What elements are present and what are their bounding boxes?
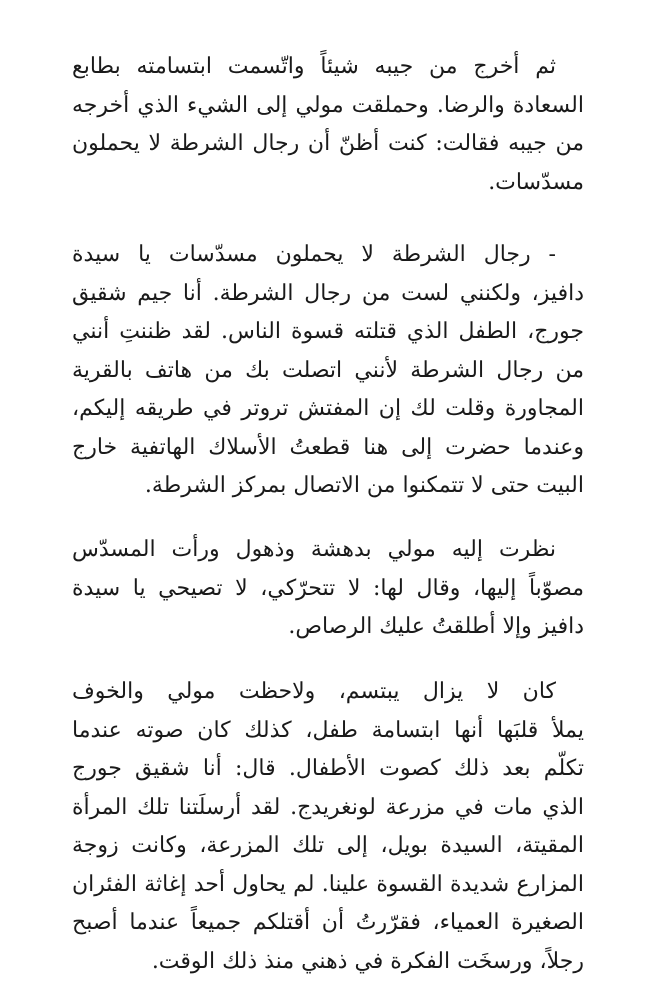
paragraph-line: الذي مات في مزرعة لونغريدج. لقد أرسلَتنا تلك المرأة (72, 794, 584, 820)
paragraph-1 (72, 48, 584, 202)
paragraph-line: المزارع شديدة القسوة علينا. لم يحاول أحد إغاثة الفئران (72, 871, 584, 897)
paragraph-3 (72, 531, 584, 647)
paragraph-line: مسدّسات. (488, 169, 584, 195)
paragraph-line: البيت حتى لا تتمكنوا من الاتصال بمركز الشرطة. (144, 473, 584, 498)
paragraph-line: نظرت إليه مولي بدهشة وذهول ورأت المسدّس (72, 537, 556, 562)
paragraph-line: جورج، الطفل الذي قتلته قسوة الناس. لقد ظننتِ أنني (72, 319, 584, 344)
paragraph-4 (72, 673, 584, 981)
paragraph-2 (72, 236, 584, 506)
paragraph-line: الصغيرة العمياء، فقرّرتُ أن أقتلكم جميعاً عندما أصبح (72, 910, 584, 935)
paragraph-line: دافيز وإلا أطلقتُ عليك الرصاص. (288, 614, 584, 639)
paragraph-line: يملأ قلبَها أنها ابتسامة طفل، كذلك كان صوته عندما (72, 717, 584, 743)
paragraph-line: السعادة والرضا. وحملقت مولي إلى الشيء الذي أخرجه (72, 92, 584, 118)
paragraph-line: من جيبه فقالت: كنت أظنّ أن رجال الشرطة لا يحملون (72, 131, 584, 156)
paragraph-line: ثم أخرج من جيبه شيئاً واتّسمت ابتسامته بطابع (72, 54, 556, 79)
paragraph-line: المقيتة، السيدة بويل، إلى تلك المزرعة، وكانت زوجة (72, 833, 584, 858)
paragraph-line: مصوّباً إليها، وقال لها: لا تتحرّكي، لا تصيحي يا سيدة (72, 575, 584, 601)
paragraph-line: كان لا يزال يبتسم، ولاحظت مولي والخوف (72, 679, 556, 704)
paragraph-line: رجلاً، ورسخَت الفكرة في ذهني منذ ذلك الوقت. (151, 948, 584, 974)
paragraph-line: من رجال الشرطة لأنني اتصلت بك من هاتف بالقرية (72, 357, 584, 383)
paragraph-line: وعندما حضرت إلى هنا قطعتُ الأسلاك الهاتفية خارج (72, 434, 584, 460)
paragraph-line: - رجال الشرطة لا يحملون مسدّسات يا سيدة (72, 242, 556, 267)
paragraph-line: تكلّم بعد ذلك كصوت الأطفال. قال: أنا شقيق جورج (72, 756, 584, 781)
paragraph-line: المجاورة وقلت لك إن المفتش تروتر في طريقه إليكم، (72, 396, 584, 421)
paragraph-line: دافيز، ولكنني لست من رجال الشرطة. أنا جيم شقيق (72, 280, 584, 306)
